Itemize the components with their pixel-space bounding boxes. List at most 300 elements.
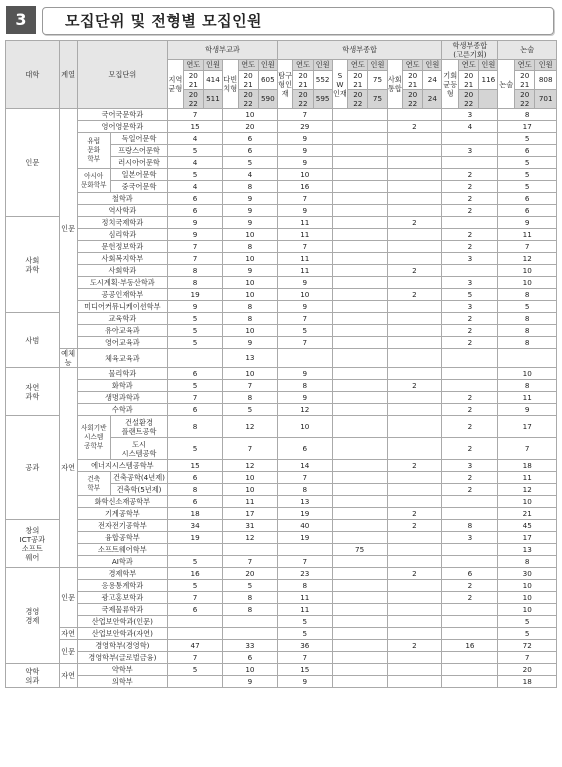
quota-gihoe: 3 [442, 277, 498, 289]
quota-jiyeok: 5 [168, 169, 223, 181]
quota-nonsul: 6 [498, 145, 557, 157]
quota-dabin: 9 [223, 205, 278, 217]
quota-sahoe: 2 [387, 568, 442, 580]
quota-sw [332, 472, 387, 484]
table-row [6, 616, 557, 628]
quota-gihoe [442, 133, 498, 145]
quota-nonsul: 5 [498, 169, 557, 181]
unit-name: 체육교육과 [77, 349, 168, 368]
quota-gihoe: 5 [442, 289, 498, 301]
year-2021: 20 21 [403, 71, 423, 90]
quota-dabin: 17 [223, 508, 278, 520]
quota-sw [332, 169, 387, 181]
quota-nonsul: 20 [498, 664, 557, 676]
quota-nonsul: 11 [498, 472, 557, 484]
unit-name: 산업보안학과(인문) [77, 616, 168, 628]
quota-dabin: 6 [223, 133, 278, 145]
quota-jiyeok: 6 [168, 604, 223, 616]
quota-dabin [223, 544, 278, 556]
quota-sw [332, 133, 387, 145]
quota-sahoe [387, 229, 442, 241]
quota-tamgu: 9 [277, 368, 332, 380]
total-2022-gihoe [479, 90, 498, 109]
quota-gihoe: 2 [442, 472, 498, 484]
quota-sw [332, 520, 387, 532]
section-title: 모집단위 및 전형별 모집인원 [65, 12, 263, 30]
quota-sahoe [387, 544, 442, 556]
quota-nonsul: 10 [498, 368, 557, 380]
quota-sw [332, 404, 387, 416]
quota-tamgu: 7 [277, 652, 332, 664]
unit-name: 사회복지학부 [77, 253, 168, 265]
quota-tamgu: 11 [277, 217, 332, 229]
quota-dabin: 9 [223, 217, 278, 229]
unit-name: 수학과 [77, 404, 168, 416]
quota-gihoe [442, 676, 498, 688]
quota-sahoe [387, 556, 442, 568]
quota-sw [332, 121, 387, 133]
quota-nonsul: 10 [498, 265, 557, 277]
table-row [6, 277, 557, 289]
univ-cell: 자연 과학 [6, 368, 60, 416]
unit-name: 건축공학(4년제) [110, 472, 167, 484]
table-row [6, 337, 557, 349]
quota-dabin: 10 [223, 109, 278, 121]
field-cell: 인문 [59, 109, 77, 349]
quota-sw [332, 556, 387, 568]
quota-jiyeok [168, 628, 223, 640]
admission-quota-table [5, 40, 557, 688]
quota-nonsul: 5 [498, 301, 557, 313]
unit-name: 광고홍보학과 [77, 592, 168, 604]
quota-jiyeok: 9 [168, 217, 223, 229]
quota-sahoe: 2 [387, 520, 442, 532]
quota-jiyeok: 9 [168, 301, 223, 313]
col-header-univ: 대학 [6, 41, 60, 109]
quota-sw: 75 [332, 544, 387, 556]
quota-gihoe: 2 [442, 392, 498, 404]
year-2022: 20 22 [238, 90, 258, 109]
quota-sw [332, 416, 387, 438]
quota-sahoe [387, 616, 442, 628]
quota-gihoe: 3 [442, 253, 498, 265]
quota-jiyeok: 6 [168, 205, 223, 217]
field-cell: 자연 [59, 368, 77, 568]
quota-tamgu: 16 [277, 181, 332, 193]
quota-dabin: 9 [223, 193, 278, 205]
quota-jiyeok: 5 [168, 664, 223, 676]
quota-sw [332, 109, 387, 121]
unit-name: 프랑스어문학 [110, 145, 167, 157]
quota-sahoe [387, 472, 442, 484]
quota-sw [332, 349, 387, 368]
quota-gihoe: 16 [442, 640, 498, 652]
table-row [6, 472, 557, 484]
quota-dabin: 10 [223, 253, 278, 265]
quota-jiyeok: 34 [168, 520, 223, 532]
quota-sw [332, 592, 387, 604]
table-row [6, 532, 557, 544]
quota-sw [332, 652, 387, 664]
quota-gihoe [442, 664, 498, 676]
quota-sw [332, 368, 387, 380]
count-label: 인원 [258, 60, 277, 71]
subgroup-cell: 유럽 문화 학부 [77, 133, 110, 169]
quota-nonsul: 5 [498, 181, 557, 193]
table-row [6, 544, 557, 556]
table-row [6, 169, 557, 181]
quota-dabin: 20 [223, 568, 278, 580]
quota-sahoe [387, 438, 442, 460]
quota-dabin: 10 [223, 472, 278, 484]
quota-sahoe [387, 404, 442, 416]
quota-gihoe: 2 [442, 337, 498, 349]
quota-dabin: 4 [223, 169, 278, 181]
quota-nonsul: 10 [498, 592, 557, 604]
quota-tamgu: 36 [277, 640, 332, 652]
quota-gihoe [442, 616, 498, 628]
quota-tamgu: 29 [277, 121, 332, 133]
total-2022-sw: 75 [368, 90, 387, 109]
quota-dabin: 8 [223, 592, 278, 604]
quota-nonsul: 45 [498, 520, 557, 532]
quota-sw [332, 392, 387, 404]
unit-name: 소프트웨어학부 [77, 544, 168, 556]
table-row [6, 496, 557, 508]
year-2022: 20 22 [515, 90, 535, 109]
quota-gihoe: 2 [442, 325, 498, 337]
quota-sw [332, 438, 387, 460]
unit-name: 문헌정보학과 [77, 241, 168, 253]
quota-dabin: 6 [223, 145, 278, 157]
total-2021-tamgu: 552 [313, 71, 332, 90]
unit-name: 기계공학부 [77, 508, 168, 520]
quota-gihoe [442, 604, 498, 616]
quota-sahoe: 2 [387, 265, 442, 277]
quota-dabin: 10 [223, 664, 278, 676]
quota-jiyeok: 5 [168, 556, 223, 568]
year-label: 연도 [348, 60, 368, 71]
quota-gihoe [442, 265, 498, 277]
unit-name: 의학부 [77, 676, 168, 688]
quota-dabin: 8 [223, 604, 278, 616]
unit-name: 유아교육과 [77, 325, 168, 337]
table-row [6, 301, 557, 313]
quota-jiyeok: 6 [168, 368, 223, 380]
quota-dabin: 10 [223, 325, 278, 337]
year-label: 연도 [403, 60, 423, 71]
quota-jiyeok: 4 [168, 133, 223, 145]
total-2021-jiyeok: 414 [203, 71, 222, 90]
group-header-jonghap: 학생부종합 [277, 41, 442, 60]
table-row [6, 289, 557, 301]
col-header-field: 계열 [59, 41, 77, 109]
table-row [6, 676, 557, 688]
quota-nonsul: 17 [498, 121, 557, 133]
total-2022-dabin: 590 [258, 90, 277, 109]
quota-dabin: 13 [223, 349, 278, 368]
unit-name: 영어영문학과 [77, 121, 168, 133]
type-jiyeok: 지역 균형 [168, 60, 184, 109]
quota-jiyeok: 6 [168, 193, 223, 205]
quota-sahoe [387, 241, 442, 253]
quota-dabin: 5 [223, 404, 278, 416]
quota-tamgu: 15 [277, 664, 332, 676]
total-2021-sahoe: 24 [423, 71, 442, 90]
quota-tamgu: 11 [277, 604, 332, 616]
quota-nonsul: 10 [498, 496, 557, 508]
quota-nonsul: 8 [498, 109, 557, 121]
quota-sahoe [387, 484, 442, 496]
quota-dabin: 10 [223, 484, 278, 496]
total-2022-nonsul: 701 [535, 90, 557, 109]
quota-nonsul: 12 [498, 253, 557, 265]
quota-tamgu: 6 [277, 438, 332, 460]
quota-tamgu [277, 544, 332, 556]
quota-gihoe [442, 496, 498, 508]
quota-sahoe: 2 [387, 460, 442, 472]
section-title-box [42, 7, 554, 35]
quota-tamgu: 8 [277, 380, 332, 392]
quota-tamgu: 9 [277, 277, 332, 289]
count-label: 인원 [368, 60, 387, 71]
unit-name: 경영학부(글로벌금융) [77, 652, 168, 664]
quota-tamgu: 12 [277, 404, 332, 416]
quota-dabin: 5 [223, 157, 278, 169]
quota-gihoe [442, 217, 498, 229]
total-2022-tamgu: 595 [313, 90, 332, 109]
table-row [6, 193, 557, 205]
quota-nonsul: 5 [498, 157, 557, 169]
quota-jiyeok [168, 544, 223, 556]
unit-name: 심리학과 [77, 229, 168, 241]
quota-sw [332, 640, 387, 652]
quota-jiyeok: 5 [168, 380, 223, 392]
quota-sahoe: 2 [387, 121, 442, 133]
table-row [6, 133, 557, 145]
unit-name: 전자전기공학부 [77, 520, 168, 532]
quota-sw [332, 157, 387, 169]
quota-nonsul [498, 349, 557, 368]
quota-gihoe [442, 508, 498, 520]
type-tamgu: 탐구 형인 재 [277, 60, 293, 109]
type-sahoe: 사회 통합 [387, 60, 403, 109]
quota-jiyeok: 9 [168, 229, 223, 241]
unit-name: 경영학부(경영학) [77, 640, 168, 652]
quota-sahoe [387, 628, 442, 640]
year-2022: 20 22 [183, 90, 203, 109]
unit-name: 러시아어문학 [110, 157, 167, 169]
quota-tamgu: 13 [277, 496, 332, 508]
quota-tamgu: 5 [277, 628, 332, 640]
quota-sahoe [387, 313, 442, 325]
quota-sw [332, 380, 387, 392]
univ-cell: 사범 [6, 313, 60, 368]
quota-gihoe: 2 [442, 313, 498, 325]
quota-nonsul: 9 [498, 404, 557, 416]
quota-sahoe [387, 169, 442, 181]
quota-sw [332, 604, 387, 616]
quota-sahoe [387, 368, 442, 380]
table-row [6, 121, 557, 133]
quota-tamgu: 7 [277, 193, 332, 205]
year-2021: 20 21 [348, 71, 368, 90]
unit-name: 독일어문학 [110, 133, 167, 145]
quota-tamgu: 10 [277, 169, 332, 181]
quota-tamgu: 9 [277, 205, 332, 217]
quota-jiyeok: 18 [168, 508, 223, 520]
unit-name: 화학신소재공학부 [77, 496, 168, 508]
quota-jiyeok: 7 [168, 241, 223, 253]
univ-cell: 경영 경제 [6, 568, 60, 664]
table-row [6, 628, 557, 640]
quota-nonsul: 21 [498, 508, 557, 520]
quota-tamgu: 10 [277, 416, 332, 438]
table-row [6, 205, 557, 217]
quota-nonsul: 13 [498, 544, 557, 556]
quota-gihoe: 3 [442, 109, 498, 121]
quota-sahoe [387, 580, 442, 592]
quota-nonsul: 8 [498, 313, 557, 325]
quota-sahoe: 2 [387, 217, 442, 229]
section-title-bar [6, 6, 554, 34]
year-2021: 20 21 [293, 71, 313, 90]
quota-sw [332, 229, 387, 241]
field-cell: 인문 [59, 568, 77, 628]
quota-sahoe [387, 337, 442, 349]
univ-cell: 창의 ICT공과 소프트 웨어 [6, 520, 60, 568]
count-label: 인원 [423, 60, 442, 71]
table-row [6, 368, 557, 380]
table-row [6, 556, 557, 568]
table-row [6, 508, 557, 520]
year-label: 연도 [515, 60, 535, 71]
quota-sahoe [387, 676, 442, 688]
quota-sahoe [387, 145, 442, 157]
subgroup-cell: 건축 학부 [77, 472, 110, 496]
univ-cell: 사회 과학 [6, 217, 60, 313]
quota-nonsul: 5 [498, 628, 557, 640]
quota-gihoe: 2 [442, 484, 498, 496]
quota-nonsul: 9 [498, 217, 557, 229]
quota-dabin: 11 [223, 496, 278, 508]
quota-sahoe [387, 496, 442, 508]
quota-nonsul: 10 [498, 277, 557, 289]
quota-dabin: 12 [223, 460, 278, 472]
quota-jiyeok: 5 [168, 580, 223, 592]
quota-sw [332, 277, 387, 289]
quota-dabin: 9 [223, 676, 278, 688]
table-row [6, 349, 557, 368]
unit-name: 역사학과 [77, 205, 168, 217]
quota-nonsul: 7 [498, 652, 557, 664]
quota-sw [332, 289, 387, 301]
year-label: 연도 [183, 60, 203, 71]
quota-gihoe: 6 [442, 568, 498, 580]
quota-tamgu: 10 [277, 289, 332, 301]
quota-jiyeok: 6 [168, 472, 223, 484]
quota-sahoe [387, 325, 442, 337]
quota-sw [332, 337, 387, 349]
quota-sahoe [387, 652, 442, 664]
quota-sw [332, 325, 387, 337]
quota-dabin [223, 616, 278, 628]
quota-nonsul: 6 [498, 193, 557, 205]
quota-sahoe: 2 [387, 508, 442, 520]
quota-tamgu: 7 [277, 241, 332, 253]
quota-nonsul: 5 [498, 616, 557, 628]
quota-jiyeok: 6 [168, 404, 223, 416]
field-cell: 인문 [59, 640, 77, 664]
count-label: 인원 [535, 60, 557, 71]
quota-gihoe [442, 556, 498, 568]
quota-jiyeok [168, 349, 223, 368]
quota-gihoe [442, 544, 498, 556]
univ-cell: 약학 의과 [6, 664, 60, 688]
quota-jiyeok: 7 [168, 652, 223, 664]
quota-nonsul: 18 [498, 460, 557, 472]
quota-sahoe [387, 205, 442, 217]
table-row [6, 313, 557, 325]
group-header-goreun: 학생부종합 (고른기회) [442, 41, 498, 60]
quota-gihoe: 2 [442, 181, 498, 193]
type-gihoe: 기회 균등 형 [442, 60, 459, 109]
year-2021: 20 21 [238, 71, 258, 90]
quota-sahoe [387, 301, 442, 313]
quota-sw [332, 496, 387, 508]
quota-nonsul: 10 [498, 580, 557, 592]
quota-dabin [223, 628, 278, 640]
quota-gihoe [442, 380, 498, 392]
quota-gihoe: 3 [442, 460, 498, 472]
quota-jiyeok: 4 [168, 157, 223, 169]
table-row [6, 592, 557, 604]
table-row [6, 325, 557, 337]
subgroup-cell: 사회기반 시스템 공학부 [77, 416, 110, 460]
quota-sahoe [387, 604, 442, 616]
quota-nonsul: 8 [498, 337, 557, 349]
quota-sw [332, 628, 387, 640]
quota-gihoe: 2 [442, 193, 498, 205]
quota-sahoe [387, 157, 442, 169]
quota-gihoe [442, 349, 498, 368]
quota-dabin: 5 [223, 580, 278, 592]
quota-dabin: 8 [223, 301, 278, 313]
unit-name: 사회학과 [77, 265, 168, 277]
unit-name: 영어교육과 [77, 337, 168, 349]
quota-tamgu: 7 [277, 556, 332, 568]
col-header-unit: 모집단위 [77, 41, 168, 109]
table-row [6, 568, 557, 580]
quota-dabin: 7 [223, 556, 278, 568]
table-row [6, 580, 557, 592]
quota-nonsul: 10 [498, 604, 557, 616]
quota-tamgu: 7 [277, 313, 332, 325]
table-row [6, 416, 557, 438]
year-2021: 20 21 [459, 71, 479, 90]
unit-name: 건축학(5년제) [110, 484, 167, 496]
total-2021-gihoe: 116 [479, 71, 498, 90]
quota-sw [332, 508, 387, 520]
unit-name: 건설환경 플랜트공학 [110, 416, 167, 438]
quota-nonsul: 5 [498, 133, 557, 145]
quota-gihoe: 3 [442, 532, 498, 544]
quota-nonsul: 6 [498, 205, 557, 217]
quota-gihoe: 2 [442, 592, 498, 604]
quota-sahoe [387, 277, 442, 289]
year-2022: 20 22 [348, 90, 368, 109]
table-row [6, 265, 557, 277]
